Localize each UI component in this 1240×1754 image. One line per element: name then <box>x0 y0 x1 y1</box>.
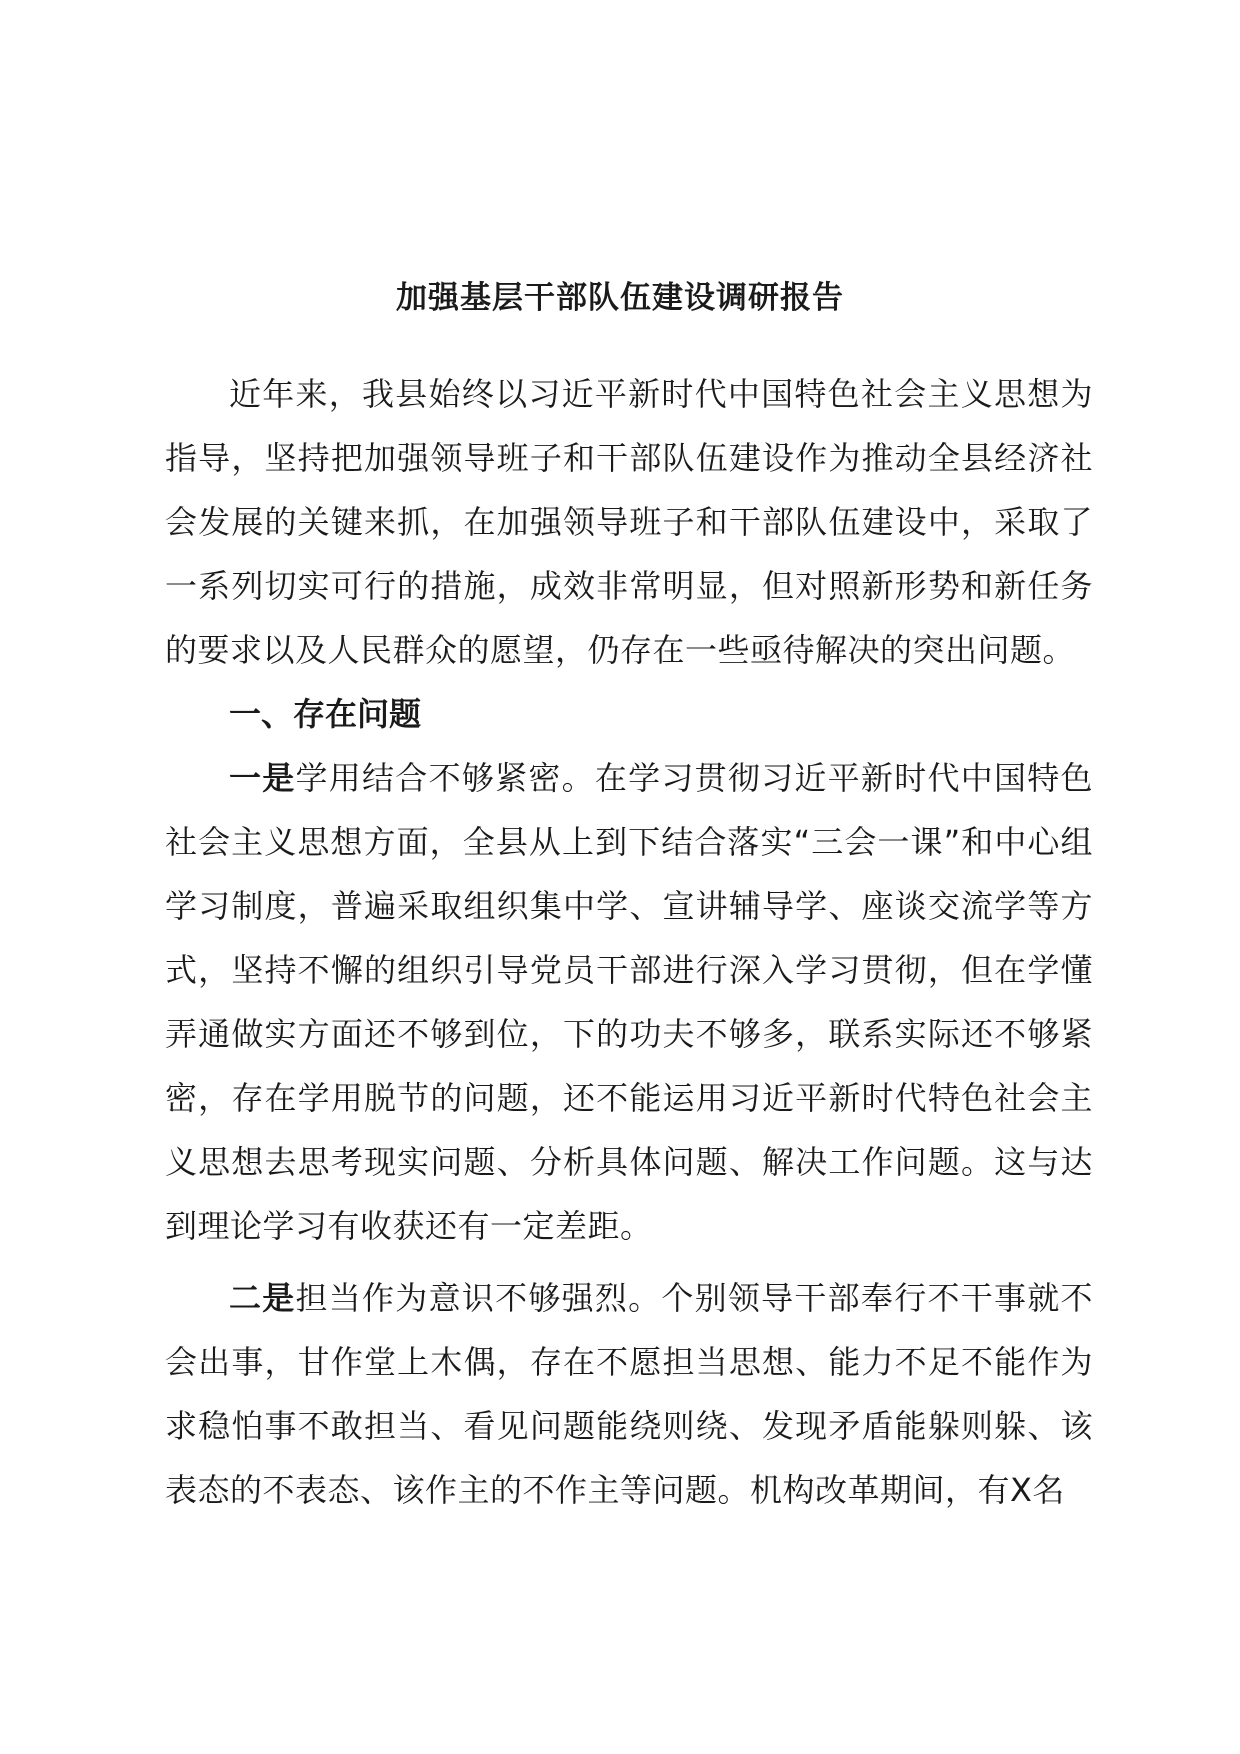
intro-paragraph: 近年来，我县始终以习近平新时代中国特色社会主义思想为指导，坚持把加强领导班子和干部队伍建设作为推动全县经济社会发展的关键来抓，在加强领导班子和干部队伍建设中，采取了一系列切实可行的措施，成效非常明显，但对照新形势和新任务的要求以及人民群众的愿望，仍存在一些亟待解决的突出问题。 <box>165 375 1093 669</box>
paragraph-gap <box>165 1258 1093 1266</box>
point-one-lead: 一是 <box>229 759 296 797</box>
document-body <box>165 362 1093 1522</box>
section-heading-problems: 一、存在问题 <box>229 695 422 733</box>
point-two-paragraph <box>165 1266 1093 1522</box>
document-title: 加强基层干部队伍建设调研报告 <box>396 280 844 316</box>
point-one-text: 学用结合不够紧密。在学习贯彻习近平新时代中国特色社会主义思想方面，全县从上到下结合落实“三会一课”和中心组学习制度，普遍采取组织集中学、宣讲辅导学、座谈交流学等方式，坚持不懈的组织引导党员干部进行深入学习贯彻，但在学懂弄通做实方面还不够到位，下的功夫不够多，联系实际还不够紧密，存在学用脱节的问题，还不能运用习近平新时代特色社会主义思想去思考现实问题、分析具体问题、解决工作问题。这与达到理论学习有收获还有一定差距。 <box>165 759 1093 1245</box>
point-two-text: 担当作为意识不够强烈。个别领导干部奉行不干事就不会出事，甘作堂上木偶，存在不愿担当思想、能力不足不能作为求稳怕事不敢担当、看见问题能绕则绕、发现矛盾能躲则躲、该表态的不表态、该作主的不作主等问题。机构改革期间，有X名 <box>165 1279 1093 1509</box>
point-two-lead: 二是 <box>229 1279 296 1317</box>
point-one-paragraph <box>165 746 1093 1258</box>
